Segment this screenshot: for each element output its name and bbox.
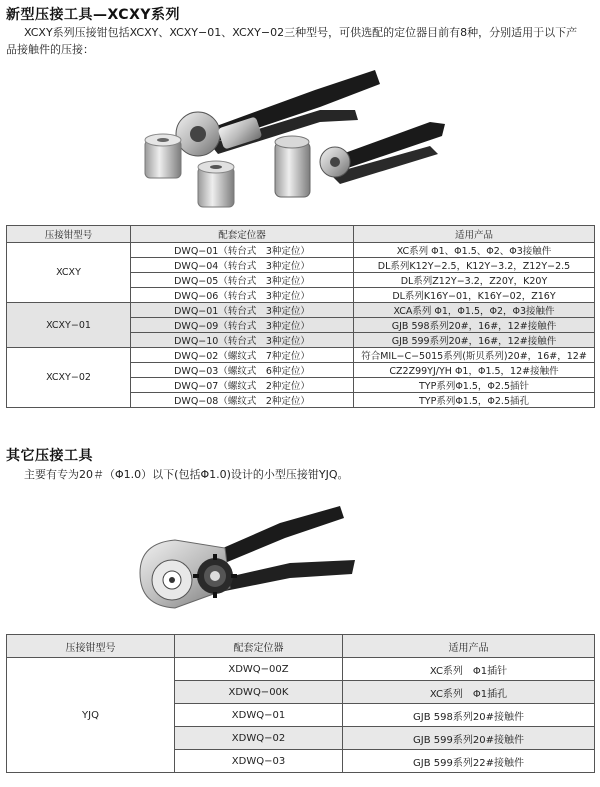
- product-cell: XC系列 Φ1插孔: [343, 681, 595, 704]
- locator-cell: DWQ−09（转台式 3种定位）: [131, 318, 354, 333]
- section2-title: 其它压接工具: [6, 448, 93, 464]
- product-cell: DL系列K16Y−01，K16Y−02，Z16Y: [354, 288, 595, 303]
- section1-intro-line1: XCXY系列压接钳包括XCXY、XCXY−01、XCXY−02三种型号，可供选配的定位器目前有8种，分别适用于以下产: [24, 26, 578, 39]
- table-row: [7, 658, 595, 681]
- locator-cell: XDWQ−01: [175, 704, 343, 727]
- product-cell: XCA系列 Φ1，Φ1.5，Φ2，Φ3接触件: [354, 303, 595, 318]
- product-cell: GJB 599系列20#，16#，12#接触件: [354, 333, 595, 348]
- section1-intro-line2: 品接触件的压接：: [6, 43, 94, 56]
- locator-cell: DWQ−07（螺纹式 2种定位）: [131, 378, 354, 393]
- product-cell: GJB 599系列20#接触件: [343, 727, 595, 750]
- table-row: [7, 303, 595, 318]
- table-header-row: [7, 226, 595, 243]
- model-cell: XCXY: [7, 243, 131, 303]
- product-cell: CZ2Z99YJ/YH Φ1，Φ1.5，12#接触件: [354, 363, 595, 378]
- yjq-crimp-tool-photo: [130, 488, 360, 628]
- section1-title: 新型压接工具—XCXY系列: [6, 7, 181, 23]
- model-cell: XCXY−01: [7, 303, 131, 348]
- locator-cell: DWQ−04（转台式 3种定位）: [131, 258, 354, 273]
- locator-cell: XDWQ−00Z: [175, 658, 343, 681]
- header-locator: 配套定位器: [175, 635, 343, 658]
- locator-cell: DWQ−01（转台式 3种定位）: [131, 303, 354, 318]
- header-product: 适用产品: [354, 226, 595, 243]
- header-model: 压接钳型号: [7, 226, 131, 243]
- table-row: [7, 348, 595, 363]
- product-cell: TYP系列Φ1.5，Φ2.5插孔: [354, 393, 595, 408]
- header-product: 适用产品: [343, 635, 595, 658]
- product-cell: GJB 599系列22#接触件: [343, 750, 595, 773]
- xcxy-crimp-tools-photo: [130, 62, 450, 222]
- table-row: [7, 243, 595, 258]
- product-cell: XC系列 Φ1插针: [343, 658, 595, 681]
- product-cell: TYP系列Φ1.5，Φ2.5插针: [354, 378, 595, 393]
- locator-cell: XDWQ−02: [175, 727, 343, 750]
- table-header-row: [7, 635, 595, 658]
- product-cell: XC系列 Φ1、Φ1.5、Φ2、Φ3接触件: [354, 243, 595, 258]
- locator-cell: DWQ−03（螺纹式 6种定位）: [131, 363, 354, 378]
- product-cell: 符合MIL−C−5015系列(斯贝系列)20#，16#，12#: [354, 348, 595, 363]
- locator-cell: DWQ−08（螺纹式 2种定位）: [131, 393, 354, 408]
- locator-cell: DWQ−05（转台式 3种定位）: [131, 273, 354, 288]
- header-locator: 配套定位器: [131, 226, 354, 243]
- model-cell: YJQ: [7, 658, 175, 773]
- product-cell: GJB 598系列20#接触件: [343, 704, 595, 727]
- locator-cell: DWQ−02（螺纹式 7种定位）: [131, 348, 354, 363]
- locator-cell: DWQ−01（转台式 3种定位）: [131, 243, 354, 258]
- locator-cell: XDWQ−03: [175, 750, 343, 773]
- model-cell: XCXY−02: [7, 348, 131, 408]
- product-cell: DL系列K12Y−2.5，K12Y−3.2，Z12Y−2.5: [354, 258, 595, 273]
- section2-intro: 主要有专为20＃（Φ1.0）以下(包括Φ1.0)设计的小型压接钳YJQ。: [24, 468, 349, 481]
- xcxy-locator-table: [6, 225, 595, 408]
- header-model: 压接钳型号: [7, 635, 175, 658]
- locator-cell: DWQ−10（转台式 3种定位）: [131, 333, 354, 348]
- product-cell: GJB 598系列20#，16#，12#接触件: [354, 318, 595, 333]
- locator-cell: XDWQ−00K: [175, 681, 343, 704]
- locator-cell: DWQ−06（转台式 3种定位）: [131, 288, 354, 303]
- yjq-locator-table: [6, 634, 595, 773]
- product-cell: DL系列Z12Y−3.2，Z20Y，K20Y: [354, 273, 595, 288]
